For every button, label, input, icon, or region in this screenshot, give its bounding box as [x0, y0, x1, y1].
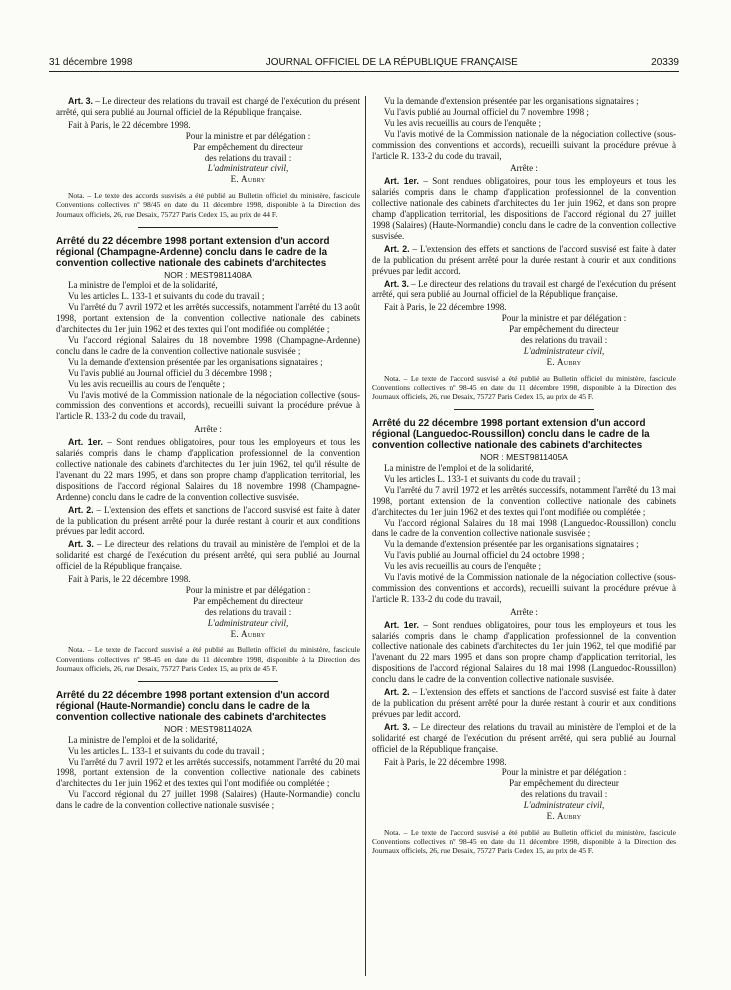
paragraph: Vu l'avis publié au Journal officiel du 7 novembre 1998 ;	[384, 106, 589, 117]
signatory-name: E. Aubry	[230, 174, 266, 185]
article-label: Art. 2.	[384, 243, 410, 254]
paragraph: Vu l'avis motivé de la Commission nationale de la négociation collective (sous-commission des conventions et accords), recueilli suivant la procédure prévue à l'article R. 133-2 du code du travail,	[372, 572, 676, 604]
paragraph: Vu la demande d'extension présentée par les organisations signataires ;	[384, 96, 639, 106]
signature-line: Par empêchement du directeur	[193, 595, 303, 606]
nota-note: Nota. – Le texte des accords susvisés a été publié au Bulletin officiel du ministère, fascicule Conventions collectives nº 98/45 en date du 11 décembre 1998, disponible à la Direction des Journaux officiels, 26, rue Desaix, 75727 Paris Cedex 15, au prix de 44 F.	[56, 191, 360, 219]
paragraph: Vu l'arrêté du 7 avril 1972 et les arrêtés successifs, notamment l'arrêté du 13 août 1998, portant extension de la convention collective nationale des cabinets d'architectes du 1er juin 1962 et des textes qui l'ont modifiée ou complétée ;	[56, 302, 360, 335]
article-2-paragraph	[372, 244, 676, 277]
article-3-paragraph	[372, 279, 676, 301]
nota-note: Nota. – Le texte de l'accord susvisé a été publié au Bulletin officiel du ministère, fascicule Conventions collectives nº 98-45 en date du 11 décembre 1998, disponible à la Direction des Journaux officiels, 26, rue Desaix, 75727 Paris Cedex 15, au prix de 45 F.	[372, 373, 676, 402]
fait-line: Fait à Paris, le 22 décembre 1998.	[68, 119, 191, 130]
article-text: – L'extension des effets et sanctions de l'accord susvisé est faite à dater de la publication du présent arrêté pour la durée restant à courir et aux conditions prévues par ledit accord.	[372, 243, 676, 276]
signature-block	[56, 585, 360, 640]
article-text: – Sont rendues obligatoires, pour tous les employeurs et tous les salariés compris dans le champ d'application professionnel de la convention collective nationale des cabinets d'architectes du 1er juin 1962, et dans son propre champ d'application territorial, les dispositions de l'accord régional du 27 juillet 1998 (Salaires) (Haute-Normandie) conclu dans le cadre de la convention collective susvisée.	[372, 176, 677, 241]
article-text: – Le directeur des relations du travail est chargé de l'exécution du présent arrêté, qui sera publié au Journal officiel de la République française.	[56, 96, 360, 117]
paragraph: Vu les articles L. 133-1 et suivants du code du travail ;	[384, 473, 581, 484]
page-header	[49, 57, 679, 72]
paragraph: Vu l'avis motivé de la Commission nationale de la négociation collective (sous-commission des conventions et accords), recueilli suivant la procédure prévue à l'article R. 133-2 du code du travail,	[56, 389, 360, 422]
paragraph: Vu l'avis publié au Journal officiel du 24 octobre 1998 ;	[384, 550, 585, 561]
arrete-heading: Arrête :	[510, 606, 538, 617]
fait-line: Fait à Paris, le 22 décembre 1998.	[384, 756, 507, 767]
paragraph: Vu la demande d'extension présentée par les organisations signataires ;	[384, 539, 639, 550]
paragraph: Vu les avis recueillis au cours de l'enquête ;	[68, 378, 226, 389]
section-separator	[454, 409, 594, 410]
signature-block	[372, 767, 676, 822]
paragraph: La ministre de l'emploi et de la solidarité,	[68, 280, 218, 291]
article-3-paragraph	[56, 96, 360, 118]
signature-line: Pour la ministre et par délégation :	[501, 313, 627, 324]
signature-line: Par empêchement du directeur	[509, 778, 619, 789]
signatory-name: E. Aubry	[546, 356, 582, 367]
article-1-paragraph	[372, 176, 676, 241]
nor-reference: NOR : MEST9811402A	[164, 723, 252, 734]
section-separator	[138, 227, 278, 228]
column-divider	[365, 96, 366, 976]
paragraph: La ministre de l'emploi et de la solidarité,	[384, 462, 534, 473]
paragraph: Vu les articles L. 133-1 et suivants du code du travail ;	[68, 745, 265, 756]
paragraph: Vu l'avis motivé de la Commission nationale de la négociation collective (sous-commission des conventions et accords), recueilli suivant la procédure prévue à l'article R. 133-2 du code du travail,	[372, 128, 676, 161]
article-label: Art. 1er.	[384, 176, 419, 187]
fait-line: Fait à Paris, le 22 décembre 1998.	[384, 302, 507, 313]
paragraph: Vu l'arrêté du 7 avril 1972 et les arrêtés successifs, notamment l'arrêté du 20 mai 1998, portant extension de la convention collective nationale des cabinets d'architectes du 1er juin 1962 et des textes qui l'ont modifiée ou complétée ;	[56, 756, 360, 789]
paragraph: Vu les avis recueillis au cours de l'enquête ;	[384, 561, 542, 572]
signature-line: Par empêchement du directeur	[193, 141, 303, 152]
signature-line: L'administrateur civil,	[523, 800, 605, 811]
section-separator	[138, 681, 278, 682]
nota-note: Nota. – Le texte de l'accord susvisé a été publié au Bulletin officiel du ministère, fascicule Conventions collectives nº 98-45 en date du 11 décembre 1998, disponible à la Direction des Journaux officiels, 26, rue Desaix, 75727 Paris Cedex 15, au prix de 45 F.	[56, 645, 360, 673]
article-label: Art. 2.	[68, 504, 94, 515]
article-text: – Sont rendues obligatoires, pour tous les employeurs et tous les salariés compris dans le champ d'application professionnel de la convention collective nationale des cabinets d'architectes du 1er juin 1962, tel qu'il résulte de l'avenant du 22 mars 1995, et dans son propre champ d'application territorial, les dispositions de l'accord régional Salaires du 18 novembre 1998 (Champagne-Ardenne) conclu dans le cadre de la convention collective susvisée.	[56, 437, 361, 502]
article-label: Art. 3.	[384, 278, 409, 289]
paragraph: Vu la demande d'extension présentée par les organisations signataires ;	[68, 356, 323, 367]
signature-block	[56, 131, 360, 186]
article-text: – Le directeur des relations du travail au ministère de l'emploi et de la solidarité est chargé de l'exécution du présent arrêté, qui sera publié au Journal officiel de la République française.	[372, 721, 677, 754]
article-3-paragraph	[372, 722, 676, 755]
arrete-heading: Arrête :	[194, 424, 222, 435]
signature-line: des relations du travail :	[520, 789, 608, 800]
signature-line: Pour la ministre et par délégation :	[185, 130, 311, 141]
signature-line: Par empêchement du directeur	[509, 324, 619, 335]
arrete-heading: Arrête :	[510, 163, 538, 174]
paragraph: Vu les articles L. 133-1 et suivants du code du travail ;	[68, 291, 265, 302]
article-label: Art. 3.	[384, 721, 410, 732]
article-label: Art. 1er.	[68, 437, 103, 448]
signature-line: des relations du travail :	[520, 335, 608, 346]
paragraph: Vu l'avis publié au Journal officiel du 3 décembre 1998 ;	[68, 367, 272, 378]
header-page-number: 20339	[651, 57, 679, 68]
paragraph: Vu l'accord régional Salaires du 18 mai 1998 (Languedoc-Roussillon) conclu dans le cadre de la convention collective nationale susvisée ;	[372, 517, 676, 539]
signature-line: L'administrateur civil,	[207, 617, 289, 628]
article-text: – Sont rendues obligatoires, pour tous les employeurs et tous les salariés compris dans le champ d'application professionnel de la convention collective nationale des cabinets d'architectes du 1er juin 1962, tel que modifié par l'avenant du 22 mars 1995 et dans son propre champ d'application territorial, les dispositions de l'accord régional Salaires du 18 mai 1998 (Languedoc-Roussillon) conclu dans le cadre de la convention collective nationale susvisée.	[372, 619, 677, 685]
article-label: Art. 3.	[68, 96, 93, 106]
left-column	[56, 96, 360, 811]
signature-line: Pour la ministre et par délégation :	[185, 584, 311, 595]
article-2-paragraph	[56, 505, 360, 538]
paragraph: Vu les avis recueillis au cours de l'enquête ;	[384, 117, 542, 128]
article-1-paragraph	[56, 437, 360, 502]
article-text: – Le directeur des relations du travail est chargé de l'exécution du présent arrêté, qui sera publié au Journal officiel de la République française.	[372, 278, 676, 300]
paragraph: La ministre de l'emploi et de la solidarité,	[68, 734, 218, 745]
article-text: – L'extension des effets et sanctions de l'accord susvisé est faite à dater de la publication du présent arrêté pour la durée restant à courir et aux conditions prévues par ledit accord.	[372, 687, 676, 719]
fait-line: Fait à Paris, le 22 décembre 1998.	[68, 574, 191, 585]
article-label: Art. 1er.	[384, 619, 419, 630]
signature-line: Pour la ministre et par délégation :	[501, 767, 627, 778]
article-1-paragraph	[372, 620, 676, 685]
article-label: Art. 2.	[384, 687, 410, 698]
decree-title: Arrêté du 22 décembre 1998 portant extension d'un accord régional (Languedoc-Roussillon) conclu dans le cadre de la convention collective nationale des cabinets d'architectes	[372, 418, 650, 452]
paragraph: Vu l'accord régional du 27 juillet 1998 (Salaires) (Haute-Normandie) conclu dans le cadre de la convention collective nationale susvisée ;	[56, 789, 360, 811]
right-column	[372, 96, 676, 856]
header-date: 31 décembre 1998	[49, 57, 133, 68]
paragraph: Vu l'accord régional Salaires du 18 novembre 1998 (Champagne-Ardenne) conclu dans le cadre de la convention collective nationale susvisée ;	[56, 335, 360, 356]
decree-title: Arrêté du 22 décembre 1998 portant extension d'un accord régional (Haute-Normandie) conclu dans le cadre de la convention collective nationale des cabinets d'architectes	[56, 690, 330, 723]
signature-line: des relations du travail :	[204, 606, 292, 617]
article-label: Art. 3.	[68, 539, 94, 550]
signature-line: des relations du travail :	[204, 152, 292, 163]
decree-title: Arrêté du 22 décembre 1998 portant extension d'un accord régional (Champagne-Ardenne) conclu dans le cadre de la convention collective nationale des cabinets d'architectes	[56, 235, 330, 269]
signatory-name: E. Aubry	[546, 811, 582, 822]
nor-reference: NOR : MEST9811405A	[480, 452, 568, 463]
nota-note: Nota. – Le texte de l'accord susvisé a été publié au Bulletin officiel du ministère, fascicule Conventions collectives nº 98-45 en date du 11 décembre 1998, disponible à la Direction des Journaux officiels, 26, rue Desaix, 75727 Paris Cedex 15, au prix de 45 F.	[372, 827, 676, 856]
paragraph: Vu l'arrêté du 7 avril 1972 et les arrêtés successifs, notamment l'arrêté du 13 mai 1998, portant extension de la convention collective nationale des cabinets d'architectes du 1er juin 1962 et des textes qui l'ont modifiée ou complétée ;	[372, 484, 676, 517]
signature-line: L'administrateur civil,	[207, 163, 289, 174]
signature-line: L'administrateur civil,	[523, 345, 605, 356]
article-text: – Le directeur des relations du travail au ministère de l'emploi et de la solidarité est chargé de l'exécution du présent arrêté, qui sera publié au Journal officiel de la République française.	[56, 539, 361, 572]
header-journal-title: JOURNAL OFFICIEL DE LA RÉPUBLIQUE FRANÇAISE	[265, 57, 518, 68]
article-text: – L'extension des effets et sanctions de l'accord susvisé est faite à dater de la publication du présent arrêté pour la durée restant à courir et aux conditions prévues par ledit accord.	[56, 504, 360, 537]
nor-reference: NOR : MEST9811408A	[164, 269, 252, 280]
article-2-paragraph	[372, 687, 676, 720]
article-3-paragraph	[56, 539, 360, 572]
signatory-name: E. Aubry	[230, 628, 266, 639]
signature-block	[372, 313, 676, 368]
